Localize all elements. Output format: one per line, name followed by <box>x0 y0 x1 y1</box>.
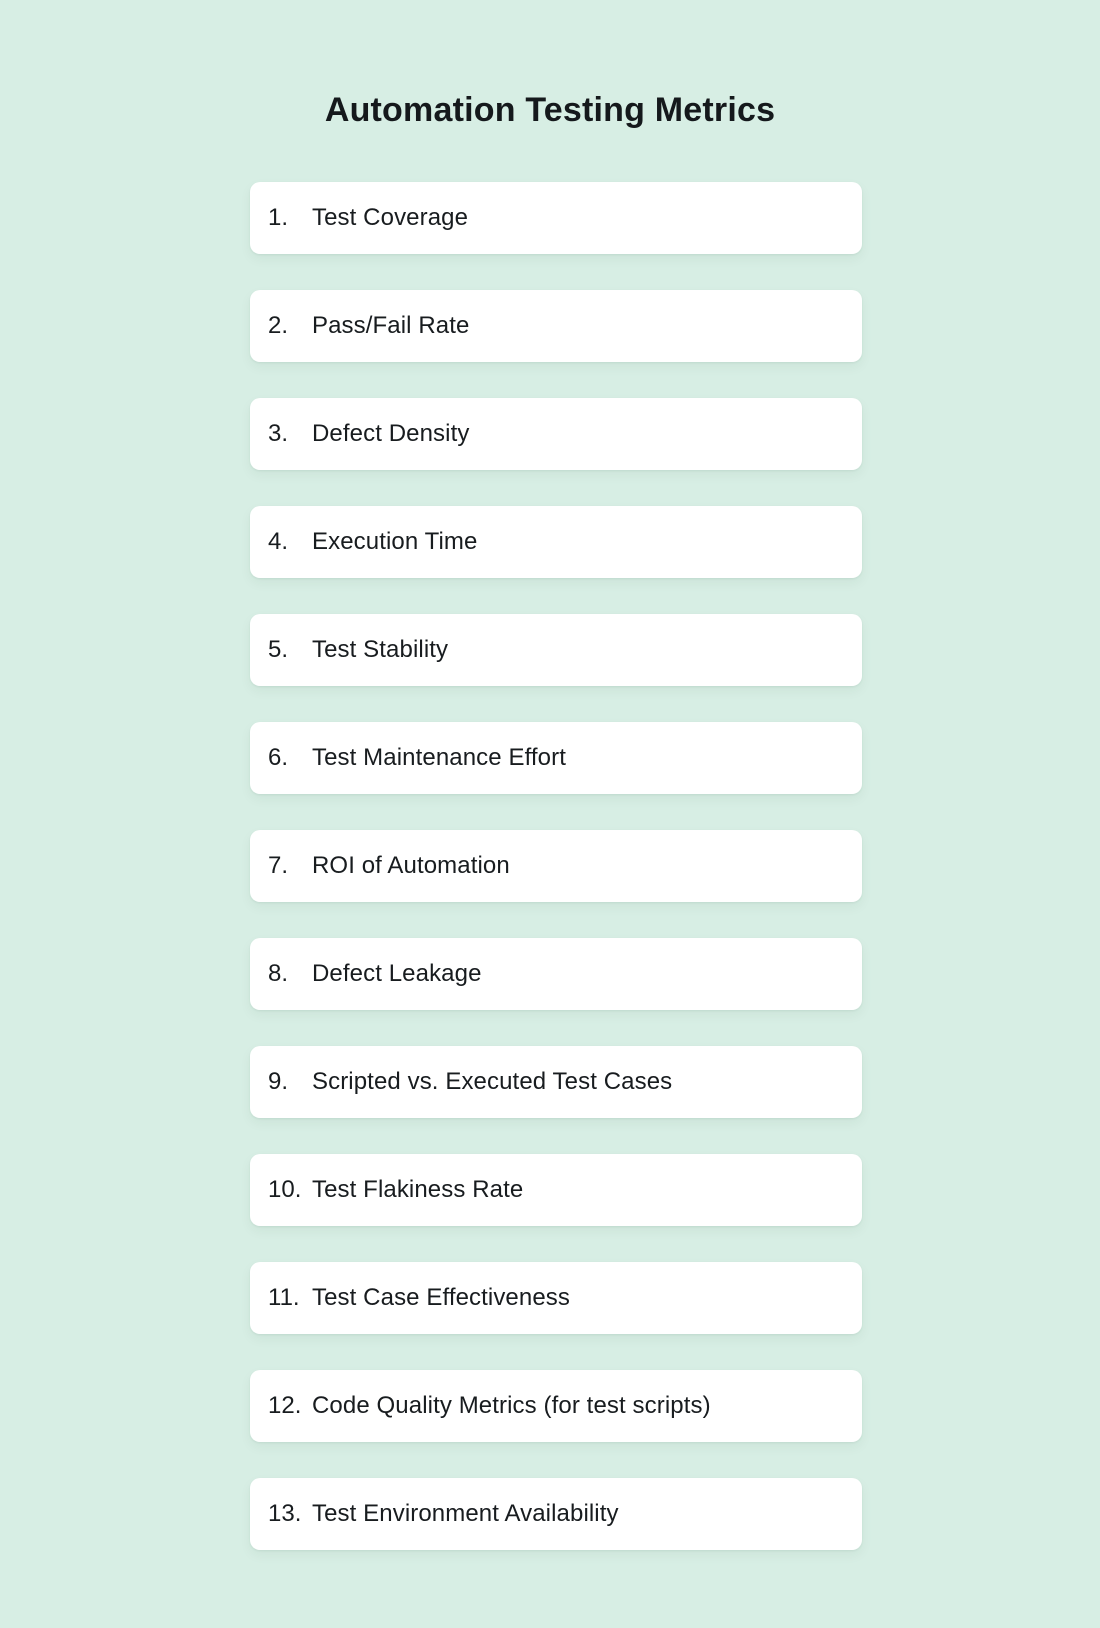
item-number: 6. <box>268 744 289 771</box>
item-label: Pass/Fail Rate <box>312 312 470 339</box>
item-number: 12. <box>268 1392 302 1419</box>
item-label: Scripted vs. Executed Test Cases <box>312 1068 673 1095</box>
metrics-list <box>250 182 862 1550</box>
item-number: 10. <box>268 1176 302 1203</box>
list-item <box>250 830 862 902</box>
item-label: Defect Density <box>312 420 470 447</box>
item-label: Code Quality Metrics (for test scripts) <box>312 1392 711 1419</box>
list-item <box>250 1262 862 1334</box>
item-number: 11. <box>268 1284 300 1311</box>
item-number: 1. <box>268 204 289 231</box>
item-number: 9. <box>268 1068 289 1095</box>
item-number: 3. <box>268 420 289 447</box>
item-label: Test Case Effectiveness <box>312 1284 570 1311</box>
list-item <box>250 1370 862 1442</box>
item-number: 7. <box>268 852 289 879</box>
list-item <box>250 1154 862 1226</box>
list-item <box>250 722 862 794</box>
list-item <box>250 1478 862 1550</box>
item-number: 13. <box>268 1500 302 1527</box>
item-number: 5. <box>268 636 289 663</box>
item-number: 8. <box>268 960 289 987</box>
list-item <box>250 182 862 254</box>
list-item <box>250 506 862 578</box>
item-label: Test Environment Availability <box>312 1500 619 1527</box>
item-number: 2. <box>268 312 289 339</box>
item-label: Test Coverage <box>312 204 469 231</box>
item-number: 4. <box>268 528 289 555</box>
item-label: Test Maintenance Effort <box>312 744 566 771</box>
list-item <box>250 290 862 362</box>
item-label: Execution Time <box>312 528 478 555</box>
list-item <box>250 614 862 686</box>
item-label: Defect Leakage <box>312 960 482 987</box>
item-label: Test Stability <box>312 636 449 663</box>
list-item <box>250 938 862 1010</box>
item-label: Test Flakiness Rate <box>312 1176 524 1203</box>
page-title: Automation Testing Metrics <box>324 91 776 129</box>
list-item <box>250 1046 862 1118</box>
list-item <box>250 398 862 470</box>
item-label: ROI of Automation <box>312 852 510 879</box>
